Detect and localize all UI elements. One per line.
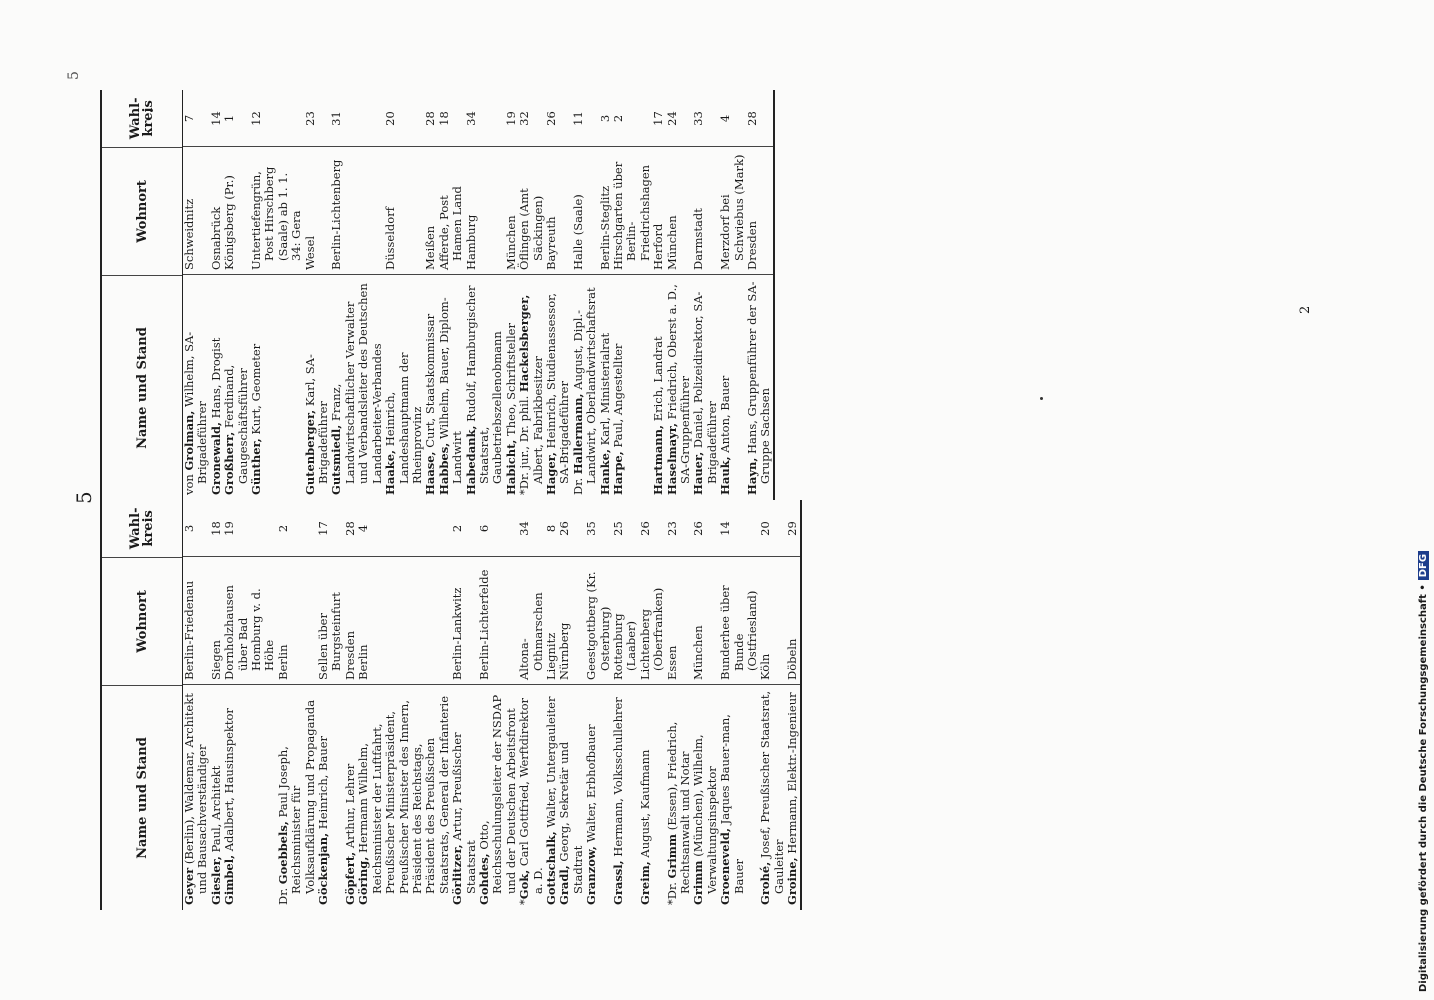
member-name bbox=[223, 685, 277, 910]
name-prefix: von bbox=[182, 470, 196, 495]
given-name-and-occupation: Arthur, Lehrer bbox=[342, 763, 357, 852]
residence: Berlin-Lichterfelde bbox=[476, 569, 491, 680]
member-name bbox=[518, 685, 545, 910]
given-name-and-occupation: Wilhelm, SA-Brigadeführer bbox=[182, 331, 210, 484]
surname: Gohdes, bbox=[476, 853, 491, 905]
surname: Geyer bbox=[182, 867, 196, 905]
residence: Dornholzhausen über Bad Homburg v. d. Höhe bbox=[222, 585, 277, 680]
residence: Berlin bbox=[275, 644, 290, 680]
given-name-and-occupation: Franz, Landwirtschaftlicher Verwalter und Verbandsleiter des Deutschen Landarbeiter-Verbandes bbox=[329, 283, 384, 484]
surname: Hayn, bbox=[745, 457, 760, 495]
table-row bbox=[518, 90, 545, 500]
name-prefix: * bbox=[517, 899, 532, 905]
wahlkreis-number: 1 bbox=[222, 114, 237, 123]
given-name-and-occupation: Karl, SA-Brigadeführer bbox=[302, 354, 331, 484]
given-name-and-occupation: Georg, Sekretär und Stadtrat bbox=[557, 741, 585, 894]
residence: Merzdorf bei Schwiebus (Mark) bbox=[718, 154, 746, 270]
member-name bbox=[277, 685, 317, 910]
residence: Berlin-Friedenau bbox=[182, 580, 196, 680]
residence: Hamburg bbox=[463, 214, 478, 270]
table-row bbox=[465, 90, 505, 500]
wahlkreis-number: 20 bbox=[758, 521, 773, 536]
wahlkreis-number: 19 bbox=[222, 521, 237, 536]
right-header bbox=[102, 90, 183, 500]
given-name-and-occupation: Albert, Fabrikbesitzer bbox=[530, 356, 545, 484]
surname: Haake, bbox=[383, 449, 398, 495]
table-row bbox=[692, 500, 719, 910]
wahlkreis-number: 4 bbox=[718, 114, 733, 123]
member-name bbox=[746, 275, 773, 500]
table-row bbox=[545, 500, 558, 910]
table-row bbox=[759, 500, 786, 910]
wahlkreis-number: 8 bbox=[543, 524, 558, 533]
scan-speck bbox=[1040, 397, 1043, 400]
residence: Geestgottberg (Kr. Osterburg) bbox=[584, 571, 612, 680]
table-row bbox=[786, 500, 799, 910]
wahlkreis-number: 34 bbox=[517, 521, 532, 536]
residence: Essen bbox=[664, 645, 679, 680]
page-number-side: 2 bbox=[1298, 305, 1313, 314]
member-name bbox=[652, 275, 665, 500]
given-name-and-occupation: Wilhelm, Bauer, Diplom-Landwirt bbox=[436, 297, 465, 484]
surname: Gok, bbox=[517, 869, 532, 900]
surname: Hartmann, bbox=[651, 424, 666, 495]
given-name-and-occupation: Hermann, Volksschullehrer bbox=[611, 697, 625, 861]
given-name-and-occupation: Josef, Preußischer Staatsrat, Gauleiter bbox=[758, 690, 786, 894]
wahlkreis-number: 17 bbox=[316, 521, 331, 536]
surname: Großherr, bbox=[222, 431, 237, 495]
surname: Grohé, bbox=[758, 861, 773, 905]
table-row bbox=[277, 500, 317, 910]
wahlkreis-number: 26 bbox=[637, 521, 652, 536]
residence: Berlin-Lankwitz bbox=[450, 587, 465, 680]
member-name bbox=[666, 275, 693, 500]
residence: Siegen bbox=[208, 640, 223, 680]
table-row bbox=[438, 90, 465, 500]
wahlkreis-number: 2 bbox=[450, 524, 465, 533]
surname: Haselmayr, bbox=[664, 422, 679, 495]
residence: Hirschgarten über Berlin-Friedrichshagen bbox=[611, 161, 652, 270]
surname: Habbes, bbox=[436, 442, 451, 495]
given-name-and-occupation: Daniel, Polizeidirektor, SA-Brigadeführer bbox=[691, 291, 719, 484]
given-name-and-occupation: Hans, Gruppenführer der SA-Gruppe Sachsen bbox=[745, 281, 773, 484]
member-name bbox=[585, 685, 612, 910]
wahlkreis-number: 28 bbox=[745, 111, 760, 126]
table-row bbox=[518, 500, 545, 910]
surname: Hallermann, bbox=[570, 393, 585, 475]
residence: Darmstadt bbox=[691, 208, 706, 270]
wahlkreis-number: 26 bbox=[543, 111, 558, 126]
surname: Gutsmiedl, bbox=[329, 424, 344, 495]
surname: Gimbel, bbox=[222, 854, 237, 905]
wahlkreis-number: 2 bbox=[611, 114, 625, 123]
residence: Liegnitz bbox=[543, 632, 558, 680]
name-prefix: *Dr. bbox=[664, 878, 679, 905]
surname: Grolman, bbox=[182, 410, 196, 471]
table-row bbox=[719, 90, 746, 500]
member-name bbox=[545, 275, 572, 500]
member-name bbox=[451, 685, 478, 910]
wahlkreis-number: 24 bbox=[664, 111, 679, 126]
header-wahlkreis: Wahl- kreis bbox=[102, 500, 182, 558]
wahlkreis-number: 6 bbox=[476, 524, 491, 533]
table-row bbox=[666, 500, 693, 910]
member-name bbox=[478, 685, 518, 910]
wahlkreis-number: 25 bbox=[611, 521, 625, 536]
table-row bbox=[612, 500, 639, 910]
table-row bbox=[384, 90, 424, 500]
table-row bbox=[304, 90, 331, 500]
member-name bbox=[250, 275, 304, 500]
surname: Groeneveld, bbox=[718, 828, 733, 905]
surname: Giesler, bbox=[208, 856, 223, 905]
table-row bbox=[666, 90, 693, 500]
residence: Nürnberg bbox=[557, 622, 572, 680]
given-name-and-occupation: Otto, Reichsschulungsleiter der NSDAP und der Deutschen Arbeitsfront bbox=[476, 694, 518, 894]
header-wahlkreis: Wahl- kreis bbox=[102, 90, 182, 148]
surname: Harpe, bbox=[611, 451, 625, 495]
table-row bbox=[330, 90, 384, 500]
residence: Königsberg (Pr.) bbox=[222, 175, 237, 270]
surname: Grimm bbox=[664, 833, 679, 879]
given-name-and-occupation: Heinrich, Studienassessor, SA-Brigadeführer bbox=[543, 292, 572, 484]
member-name bbox=[424, 275, 437, 500]
table-row bbox=[505, 90, 518, 500]
given-name-and-occupation: Friedrich, Oberst a. D., SA-Gruppenführer bbox=[664, 284, 693, 484]
residence: Afferde, Post Hamen Land bbox=[436, 186, 465, 270]
given-name-and-occupation: Paul, Architekt bbox=[208, 765, 223, 857]
surname: Hanke, bbox=[597, 449, 612, 495]
residence: München bbox=[664, 215, 679, 270]
surname: Grassl, bbox=[611, 860, 625, 905]
wahlkreis-number: 7 bbox=[182, 114, 196, 123]
table-row bbox=[250, 90, 304, 500]
name-prefix: *Dr. jur., Dr. phil. bbox=[517, 392, 532, 495]
surname: Grimm bbox=[691, 860, 706, 905]
residence: Schweidnitz bbox=[182, 198, 196, 270]
given-name-and-occupation: Ferdinand, Gaugeschäftsführer bbox=[222, 364, 250, 484]
surname: Habedank, bbox=[463, 425, 478, 495]
table-row bbox=[478, 500, 518, 910]
member-name bbox=[465, 275, 505, 500]
residence: Meißen bbox=[423, 225, 438, 270]
residence: Berlin bbox=[356, 644, 371, 680]
given-name-and-occupation: Paul Joseph, Reichsminister für Volksaufklärung und Propaganda bbox=[275, 699, 317, 894]
wahlkreis-number: 19 bbox=[503, 111, 518, 126]
wahlkreis-number: 14 bbox=[208, 111, 223, 126]
residence: Untertiefengrün, Post Hirschberg (Saale) ab 1. 1. 34: Gera bbox=[249, 166, 304, 270]
table-row bbox=[344, 500, 357, 910]
surname: Hager, bbox=[543, 452, 558, 495]
residence: Dresden bbox=[342, 631, 357, 680]
wahlkreis-number: 2 bbox=[275, 524, 290, 533]
surname: Göpfert, bbox=[342, 851, 357, 905]
member-name bbox=[786, 685, 799, 910]
given-name-and-occupation: Karl, Ministerialrat bbox=[597, 332, 612, 450]
surname: Görlitzer, bbox=[450, 844, 465, 905]
right-body bbox=[183, 90, 773, 500]
surname: Hackelsberger, bbox=[517, 294, 532, 393]
residence: Düsseldorf bbox=[383, 207, 398, 270]
wahlkreis-number: 29 bbox=[785, 521, 800, 536]
given-name-and-occupation: Anton, Bauer bbox=[718, 375, 733, 457]
table-row bbox=[223, 500, 277, 910]
credit-line bbox=[1418, 551, 1429, 992]
given-name-and-occupation: Kurt, Geometer bbox=[249, 343, 264, 439]
table-row bbox=[585, 500, 612, 910]
residence: Döbeln bbox=[785, 638, 800, 680]
wahlkreis-number: 35 bbox=[584, 521, 599, 536]
surname: Gottschalk, bbox=[543, 831, 558, 905]
left-header bbox=[102, 500, 183, 910]
table-row bbox=[572, 90, 599, 500]
residence: Herford bbox=[651, 223, 666, 270]
member-name bbox=[545, 685, 558, 910]
table-row bbox=[451, 500, 478, 910]
table-row bbox=[652, 90, 665, 500]
member-name bbox=[223, 275, 250, 500]
wahlkreis-number: 26 bbox=[557, 521, 572, 536]
wahlkreis-number: 4 bbox=[356, 524, 371, 533]
surname: Groine, bbox=[785, 857, 800, 905]
member-name bbox=[639, 685, 666, 910]
member-name bbox=[183, 685, 210, 910]
wahlkreis-number: 18 bbox=[208, 521, 223, 536]
member-name bbox=[344, 685, 357, 910]
residence: Bunderhee über Bunde (Ostfriesland) bbox=[718, 585, 760, 680]
surname: Granzow, bbox=[584, 846, 599, 905]
residence: Osnabrück bbox=[208, 206, 223, 270]
surname: Göring, bbox=[356, 856, 371, 905]
given-name-and-occupation: (München), Wilhelm, Verwaltungsinspektor bbox=[691, 734, 719, 894]
surname: Hauk, bbox=[718, 456, 733, 495]
table-row bbox=[223, 90, 250, 500]
member-name bbox=[518, 275, 545, 500]
table-row bbox=[558, 500, 585, 910]
member-name bbox=[438, 275, 465, 500]
wahlkreis-number: 11 bbox=[570, 111, 585, 126]
given-name-and-occupation: (Essen), Friedrich, Rechtsanwalt und Notar bbox=[664, 721, 693, 894]
wahlkreis-number: 20 bbox=[383, 111, 398, 126]
residence: München bbox=[691, 625, 706, 680]
table-row bbox=[612, 90, 652, 500]
residence: Köln bbox=[758, 653, 773, 680]
header-name: Name und Stand bbox=[134, 737, 150, 859]
residence: Rottenburg (Laaber) bbox=[611, 613, 639, 680]
member-name bbox=[692, 685, 719, 910]
surname: Haase, bbox=[423, 451, 438, 495]
wahlkreis-number: 12 bbox=[249, 111, 264, 126]
member-name bbox=[612, 275, 652, 500]
wahlkreis-number: 17 bbox=[651, 111, 666, 126]
residence: Sellen über Burgsteinfurt bbox=[316, 592, 344, 680]
member-name bbox=[612, 685, 639, 910]
member-name bbox=[183, 275, 210, 500]
member-name bbox=[558, 685, 585, 910]
given-name-and-occupation: Adalbert, Hausinspektor bbox=[222, 708, 237, 855]
table-row bbox=[545, 90, 572, 500]
given-name-and-occupation: Hermann Wilhelm, Reichsminister der Luftfahrt, Preußischer Ministerpräsident, Preußischer Minister des Innern, Präsident des Reichstags, Präsident des Preußischen Staatsrats, General der Infanterie bbox=[356, 695, 451, 894]
residence: Wesel bbox=[302, 235, 317, 270]
surname: Günther, bbox=[249, 438, 264, 495]
surname: Habicht, bbox=[503, 439, 518, 495]
name-prefix: Dr. bbox=[275, 884, 290, 905]
given-name-and-occupation: Theo, Schriftsteller bbox=[503, 323, 518, 440]
wahlkreis-number: 33 bbox=[691, 111, 706, 126]
surname: Gutenberger, bbox=[302, 409, 317, 495]
header-ort: Wohnort bbox=[102, 148, 182, 276]
given-name-and-occupation: Hermann, Elektr.-Ingenieur bbox=[785, 692, 800, 858]
surname: Göckenjan, bbox=[316, 832, 331, 905]
member-name bbox=[505, 275, 518, 500]
given-name-and-occupation: Heinrich, Landeshauptmann der Rheinprovinz bbox=[383, 352, 424, 484]
surname: Gradl, bbox=[557, 865, 572, 905]
table-row bbox=[599, 90, 612, 500]
residence: München bbox=[503, 215, 518, 270]
member-name bbox=[210, 685, 223, 910]
given-name-and-occupation: Hans, Drogist bbox=[208, 337, 223, 422]
given-name-and-occupation: August, Dipl.-Landwirt, Oberlandwirtschaftsrat bbox=[570, 287, 599, 484]
table-row bbox=[746, 90, 773, 500]
given-name-and-occupation: Walter, Untergauleiter bbox=[543, 696, 558, 832]
wahlkreis-number: 14 bbox=[718, 521, 733, 536]
header-name: Name und Stand bbox=[134, 327, 150, 449]
wahlkreis-number: 32 bbox=[517, 111, 532, 126]
member-name bbox=[304, 275, 331, 500]
table-row bbox=[210, 500, 223, 910]
wahlkreis-number: 31 bbox=[329, 111, 344, 126]
member-name bbox=[692, 275, 719, 500]
table-row bbox=[424, 90, 437, 500]
residence: Halle (Saale) bbox=[570, 194, 585, 270]
given-name-and-occupation: August, Kaufmann bbox=[637, 749, 652, 862]
table-row bbox=[639, 500, 666, 910]
surname: Hauer, bbox=[691, 451, 706, 495]
table-row bbox=[183, 90, 210, 500]
given-name-and-occupation: Walter, Erbhofbauer bbox=[584, 724, 599, 847]
wahlkreis-number: 3 bbox=[182, 524, 196, 533]
member-name bbox=[330, 275, 384, 500]
member-name bbox=[210, 275, 223, 500]
residence: Bayreuth bbox=[543, 216, 558, 270]
given-name-and-occupation: (Berlin), Waldemar, Architekt und Bausachverständiger bbox=[182, 693, 210, 894]
given-name-and-occupation: Artur, Preußischer Staatsrat bbox=[450, 732, 478, 894]
right-column bbox=[100, 90, 775, 500]
given-name-and-occupation: Curt, Staatskommissar bbox=[423, 313, 438, 452]
table-row bbox=[183, 500, 210, 910]
residence: Lichtenberg (Oberfranken) bbox=[637, 587, 666, 680]
table-row bbox=[357, 500, 451, 910]
name-prefix: Dr. bbox=[570, 474, 585, 495]
member-name bbox=[357, 685, 451, 910]
dfg-logo: DFG bbox=[1418, 551, 1429, 580]
wahlkreis-number: 3 bbox=[597, 114, 612, 123]
given-name-and-occupation: Erich, Landrat bbox=[651, 336, 666, 425]
residence: Öflingen (Amt Säckingen) bbox=[517, 188, 545, 270]
wahlkreis-number: 26 bbox=[691, 521, 706, 536]
residence: Berlin-Steglitz bbox=[597, 185, 612, 270]
given-name-and-occupation: Paul, Angestellter bbox=[611, 343, 625, 452]
header-ort: Wohnort bbox=[102, 558, 182, 686]
member-name bbox=[572, 275, 599, 500]
member-name bbox=[599, 275, 612, 500]
left-body bbox=[183, 500, 800, 910]
table-row bbox=[692, 90, 719, 500]
member-name bbox=[759, 685, 786, 910]
member-name bbox=[384, 275, 424, 500]
surname: Goebbels, bbox=[275, 821, 290, 885]
residence: Altona-Othmarschen bbox=[517, 592, 545, 680]
surname: Greim, bbox=[637, 861, 652, 905]
wahlkreis-number: 34 bbox=[463, 111, 478, 126]
page-number-top: 5 bbox=[72, 491, 96, 504]
wahlkreis-number: 23 bbox=[664, 521, 679, 536]
wahlkreis-number: 23 bbox=[302, 111, 317, 126]
credit-text: Digitalisierung gefördert durch die Deutsche Forschungsgemeinschaft • bbox=[1418, 584, 1429, 992]
wahlkreis-number: 18 bbox=[436, 111, 451, 126]
given-name-and-occupation: Jaques Bauer-man, Bauer bbox=[718, 714, 746, 894]
residence: Berlin-Lichtenberg bbox=[329, 159, 344, 270]
table-row bbox=[210, 90, 223, 500]
given-name-and-occupation: Carl Gottfried, Werftdirektor a. D. bbox=[517, 697, 545, 894]
given-name-and-occupation: Heinrich, Bauer bbox=[316, 735, 331, 833]
member-name bbox=[719, 275, 746, 500]
wahlkreis-number: 28 bbox=[342, 521, 357, 536]
residence: Dresden bbox=[745, 221, 760, 270]
margin-mark: 5 bbox=[66, 71, 82, 80]
member-name bbox=[719, 685, 759, 910]
table-row bbox=[719, 500, 759, 910]
member-name bbox=[666, 685, 693, 910]
table-row bbox=[317, 500, 344, 910]
left-column bbox=[100, 500, 802, 910]
surname: Gronewald, bbox=[208, 422, 223, 495]
member-name bbox=[317, 685, 344, 910]
given-name-and-occupation: Rudolf, Hamburgischer Staatsrat, Gaubetriebszellenobmann bbox=[463, 285, 505, 484]
wahlkreis-number: 28 bbox=[423, 111, 438, 126]
